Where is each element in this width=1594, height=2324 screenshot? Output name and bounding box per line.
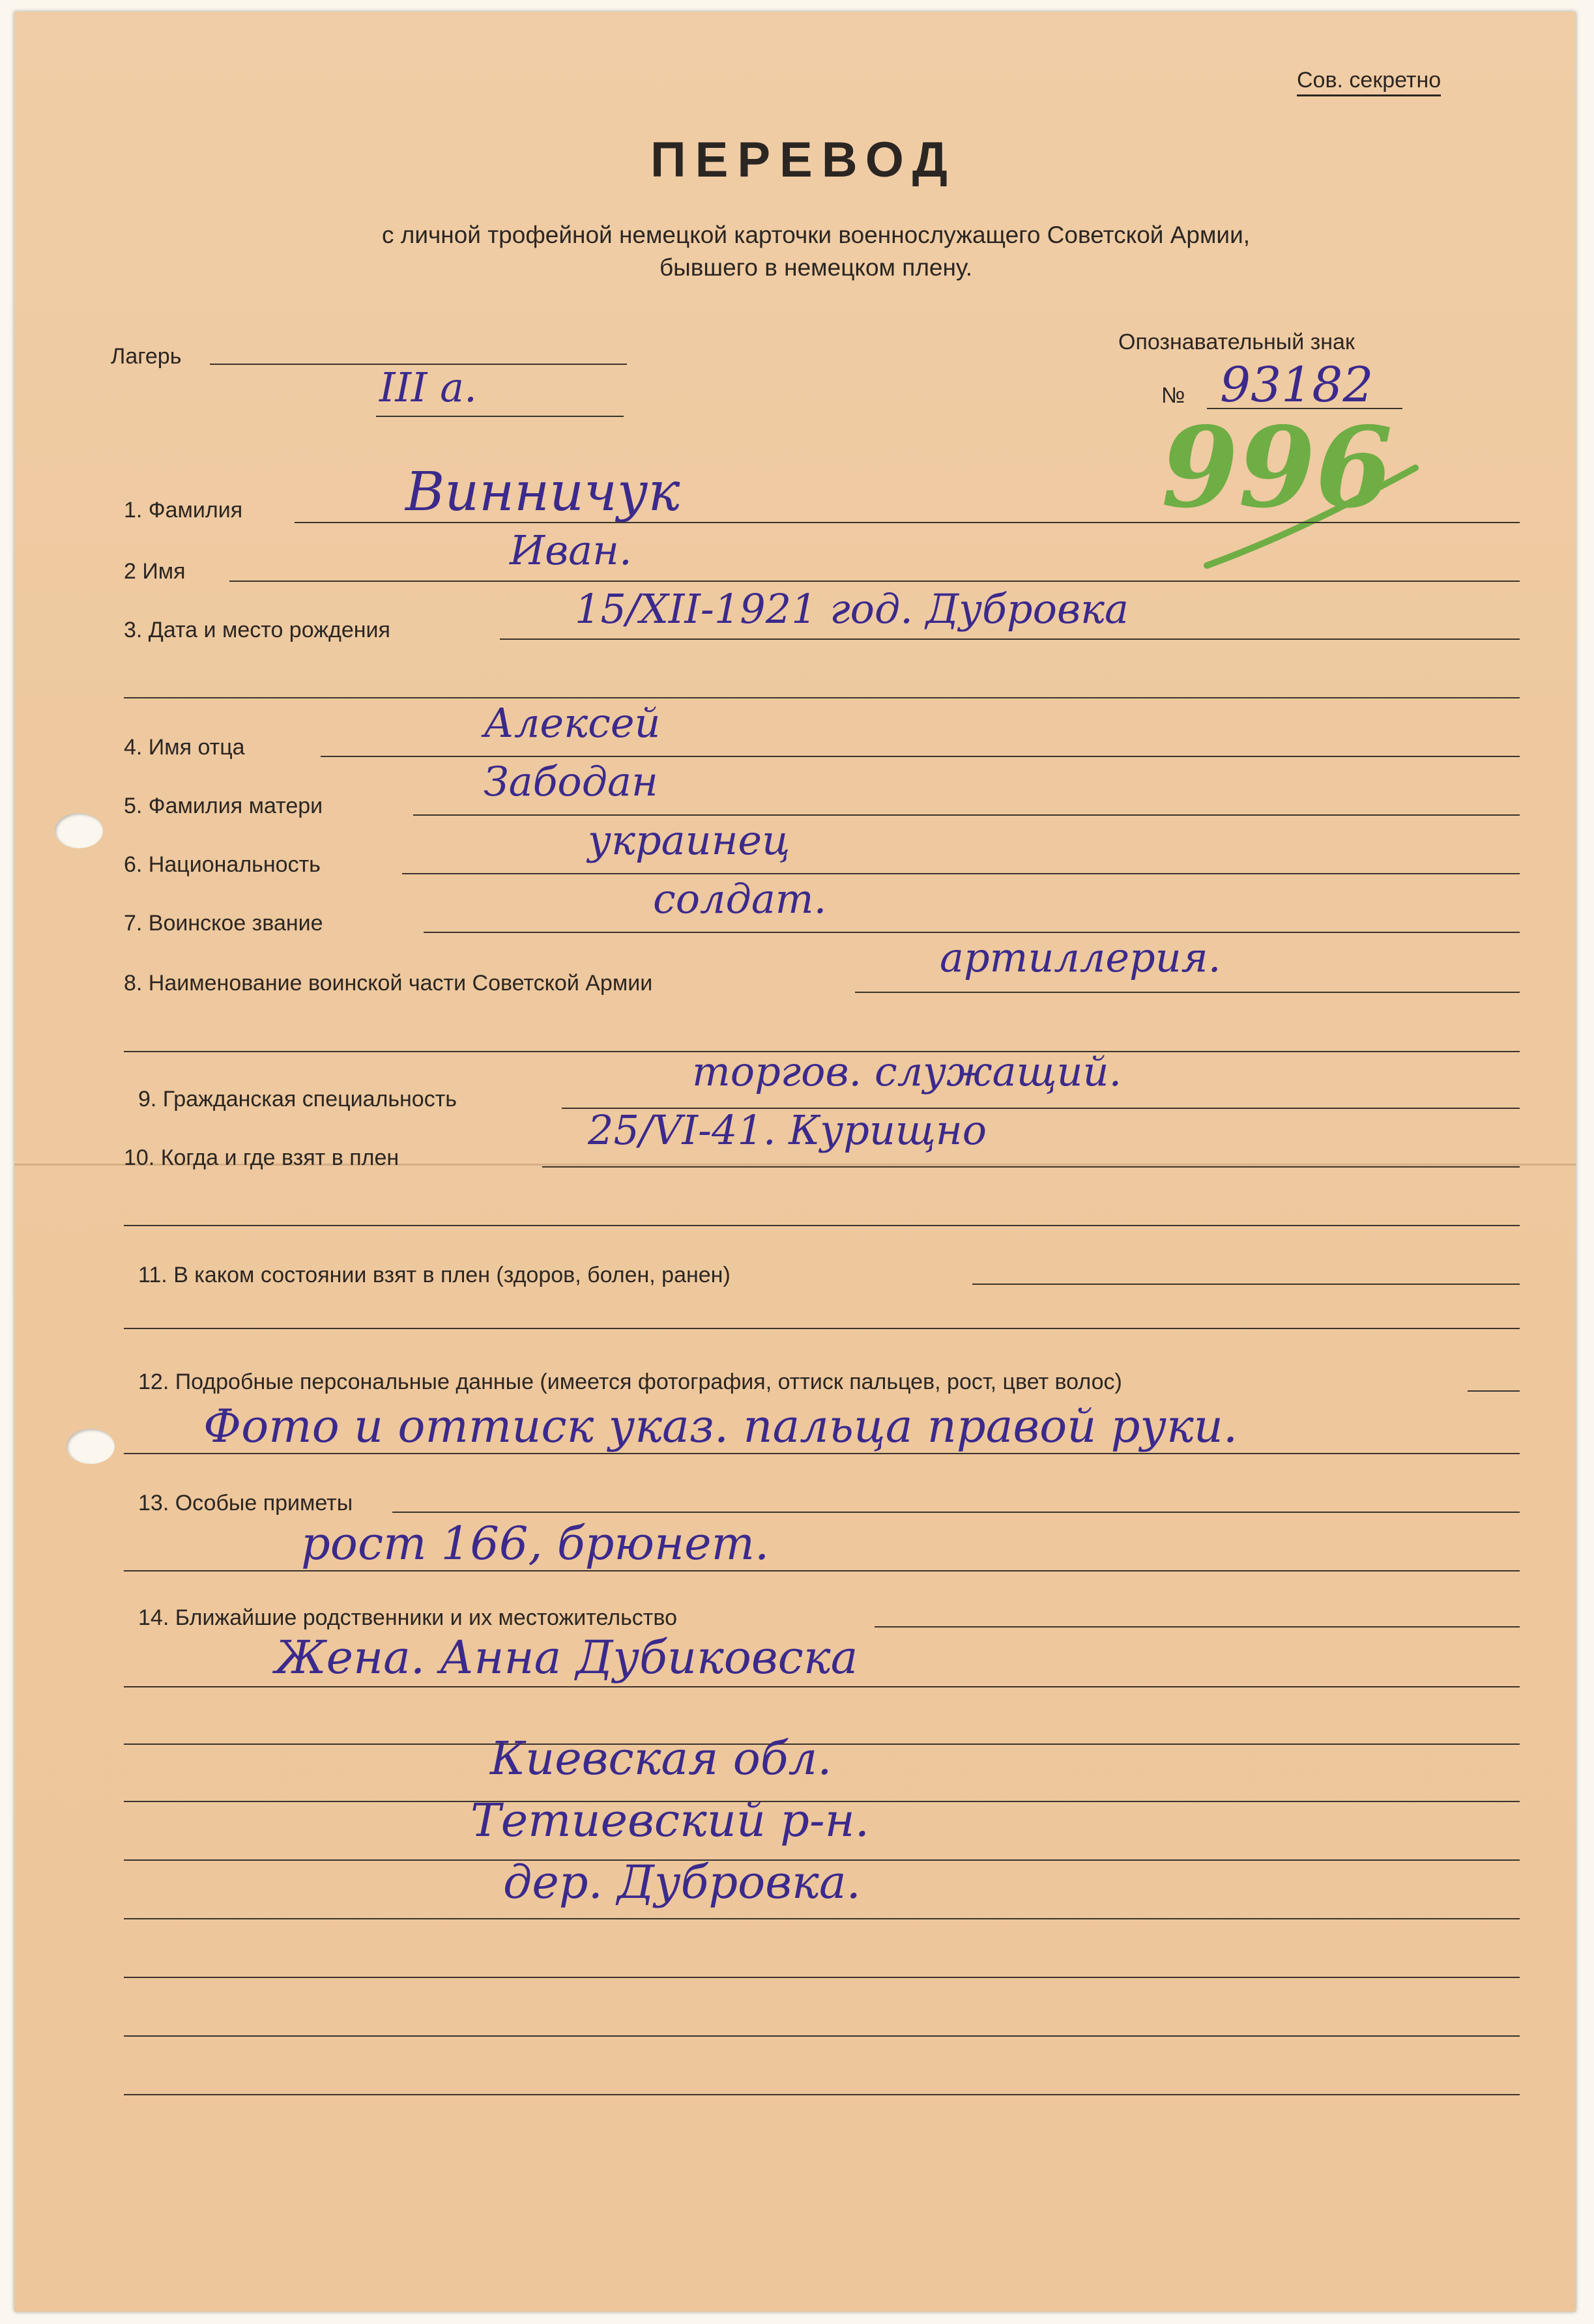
subtitle-line-1: с личной трофейной немецкой карточки военнослужащего Советской Армии, [381, 222, 1251, 248]
subtitle-line-2: бывшего в немецком плену. [659, 254, 972, 281]
field-4-label: 4. Имя отца [124, 735, 245, 760]
field-14-value-line3: Тетиевский р-н. [471, 1794, 869, 1847]
field-11-label: 11. В каком состоянии взят в плен (здоров, болен, ранен) [138, 1263, 731, 1287]
green-mark: 996 [1161, 403, 1393, 533]
field-2-value: Иван. [510, 526, 632, 574]
camp-rule-2 [376, 416, 624, 417]
field-4-rule [321, 756, 1520, 757]
field-14-value-line1: Жена. Анна Дубиковска [275, 1631, 858, 1684]
field-6-rule [402, 873, 1520, 874]
field-8-value: артиллерия. [940, 934, 1221, 981]
field-5-label: 5. Фамилия матери [124, 794, 323, 818]
field-8-rule [855, 992, 1520, 993]
field-6-value: украинец [588, 816, 790, 864]
id-tag-label: Опознавательный знак [1118, 330, 1355, 354]
field-12-rule [1468, 1390, 1520, 1392]
field-13-value: рост 166, брюнет. [301, 1517, 770, 1570]
field-13-label: 13. Особые приметы [138, 1491, 353, 1515]
field-14-rule-8 [124, 2035, 1520, 2037]
field-10-value: 25/VI-41. Курищно [588, 1106, 987, 1154]
classification-stamp: Сов. секретно [1297, 68, 1441, 96]
field-3-rule [500, 638, 1520, 640]
field-14-label: 14. Ближайшие родственники и их местожительство [138, 1605, 677, 1630]
field-14-rule-2 [124, 1686, 1520, 1687]
field-3-label: 3. Дата и место рождения [124, 618, 390, 642]
field-14-rule-9 [124, 2094, 1520, 2095]
document-sheet [14, 12, 1576, 2312]
document-title: ПЕРЕВОД [650, 132, 957, 188]
field-1-value: Винничук [405, 461, 680, 523]
field-3-value: 15/XII-1921 год. Дубровка [575, 585, 1129, 633]
id-tag-value: 93182 [1220, 357, 1374, 413]
field-3-rule-2 [124, 697, 1520, 698]
field-7-rule [424, 932, 1520, 933]
field-13-rule-2 [124, 1570, 1520, 1571]
field-5-value: Забодан [484, 758, 658, 805]
field-9-value: торгов. служащий. [692, 1048, 1122, 1095]
green-underline-mark [1200, 461, 1422, 579]
field-13-rule [392, 1512, 1520, 1513]
field-14-rule-7 [124, 1977, 1520, 1978]
punch-hole-top [55, 813, 103, 848]
field-9-label: 9. Гражданская специальность [138, 1087, 457, 1112]
field-14-rule [875, 1626, 1520, 1628]
id-tag-number-prefix: № [1161, 383, 1185, 408]
field-2-label: 2 Имя [124, 559, 186, 584]
field-5-rule [413, 814, 1520, 816]
field-10-rule-2 [124, 1225, 1520, 1226]
field-12-rule-2 [124, 1453, 1520, 1454]
camp-value: III а. [379, 364, 477, 411]
camp-label: Лагерь [111, 344, 182, 369]
field-11-rule [972, 1284, 1520, 1285]
field-8-label: 8. Наименование воинской части Советской Армии [124, 971, 653, 996]
field-2-rule [229, 581, 1520, 582]
field-1-label: 1. Фамилия [124, 498, 243, 523]
field-6-label: 6. Национальность [124, 852, 321, 877]
field-7-value: солдат. [653, 875, 827, 923]
punch-hole-bottom [66, 1429, 115, 1464]
field-4-value: Алексей [484, 699, 661, 747]
field-14-rule-6 [124, 1918, 1520, 1919]
field-7-label: 7. Воинское звание [124, 911, 323, 936]
field-11-rule-2 [124, 1328, 1520, 1329]
field-14-value-line4: дер. Дубровка. [503, 1856, 861, 1909]
field-12-label: 12. Подробные персональные данные (имеется фотография, оттиск пальцев, рост, цвет волос) [138, 1370, 1122, 1394]
field-12-value: Фото и оттиск указ. пальца правой руки. [203, 1399, 1238, 1453]
field-10-rule [542, 1166, 1520, 1168]
field-10-label: 10. Когда и где взят в плен [124, 1145, 399, 1170]
field-14-value-line2: Киевская обл. [490, 1732, 832, 1785]
